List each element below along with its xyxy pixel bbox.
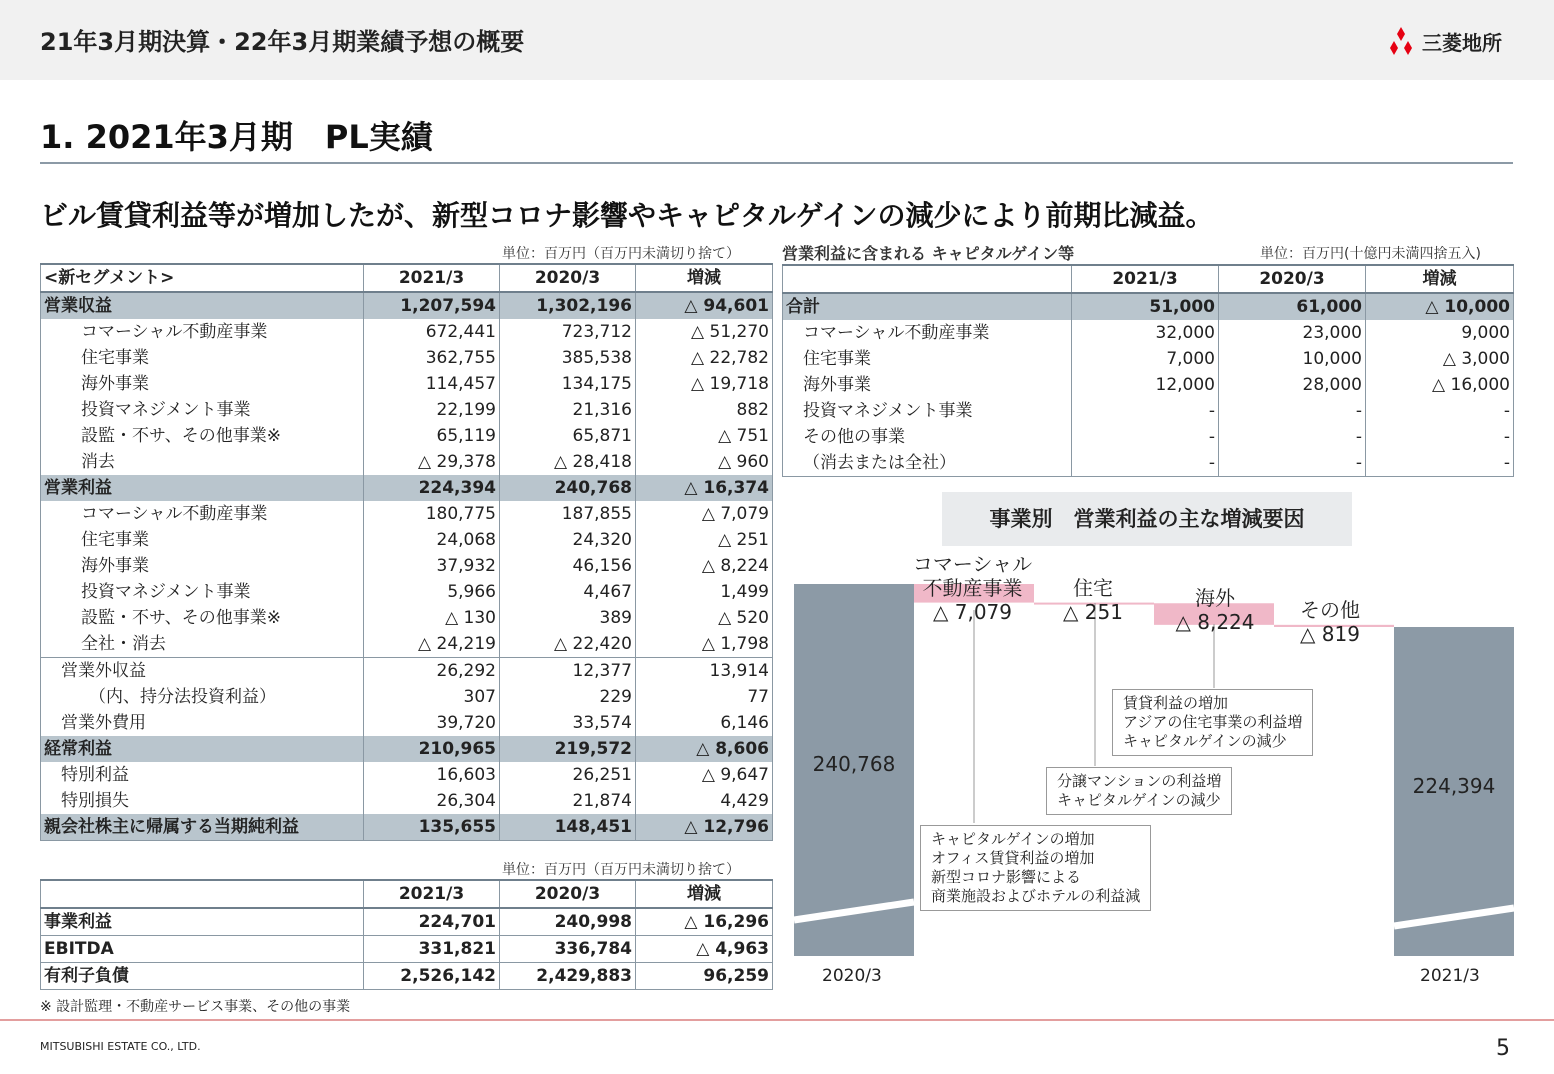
- row-label: 親会社株主に帰属する当期純利益: [41, 814, 364, 841]
- table-row: [41, 319, 773, 345]
- step-name: 住宅: [1073, 576, 1113, 600]
- start-value-label: [794, 752, 914, 776]
- step-name: 海外: [1195, 586, 1235, 610]
- cell-value: △ 22,782: [636, 345, 773, 371]
- company-logo: [1384, 26, 1502, 56]
- table-row: [41, 397, 773, 423]
- kpi-table: [40, 879, 773, 990]
- step-value: △ 251: [1063, 600, 1123, 624]
- note-line: アジアの住宅事業の利益増: [1123, 713, 1303, 731]
- cell-value: △ 1,798: [636, 631, 773, 658]
- cell-value: 12,000: [1072, 372, 1219, 398]
- cell-value: -: [1072, 398, 1219, 424]
- table-row-total: [41, 814, 773, 841]
- row-label: 住宅事業: [783, 346, 1072, 372]
- table-row: [41, 449, 773, 475]
- cell-value: △ 9,647: [636, 762, 773, 788]
- row-label: （消去または全社）: [783, 450, 1072, 477]
- note-line: 商業施設およびホテルの利益減: [931, 887, 1141, 905]
- section-divider: [40, 162, 1513, 164]
- row-label: 営業外費用: [41, 710, 364, 736]
- cell-value: 180,775: [364, 501, 500, 527]
- table-row: [783, 398, 1514, 424]
- cell-value: 61,000: [1219, 293, 1366, 320]
- cell-value: 77: [636, 684, 773, 710]
- footnote: ※ 設計監理・不動産サービス事業、その他の事業: [40, 999, 351, 1015]
- cell-value: 1,207,594: [364, 292, 500, 319]
- row-label: 特別利益: [41, 762, 364, 788]
- three-diamonds-icon: [1384, 27, 1418, 55]
- row-label: 経常利益: [41, 736, 364, 762]
- cell-value: 224,701: [364, 908, 500, 936]
- cell-value: 210,965: [364, 736, 500, 762]
- cell-value: 増減: [1366, 265, 1514, 293]
- cell-value: 2,526,142: [364, 963, 500, 990]
- cell-value: 65,871: [500, 423, 636, 449]
- note-line: キャピタルゲインの減少: [1057, 791, 1221, 809]
- table-row: [41, 345, 773, 371]
- cell-value: 33,574: [500, 710, 636, 736]
- cell-value: 26,292: [364, 658, 500, 685]
- note-box: [920, 825, 1151, 911]
- row-label: [41, 880, 364, 908]
- cell-value: △ 4,963: [636, 936, 773, 963]
- cell-value: 増減: [636, 264, 773, 292]
- table-row: [41, 605, 773, 631]
- note-line: キャピタルゲインの減少: [1123, 732, 1287, 750]
- row-label: 海外事業: [783, 372, 1072, 398]
- x-label: 2020/3: [822, 966, 882, 986]
- company-name: MITSUBISHI ESTATE CO., LTD.: [40, 1040, 201, 1053]
- start-value: 240,768: [812, 752, 896, 776]
- cell-value: 13,914: [636, 658, 773, 685]
- step-name: 不動産事業: [922, 576, 1023, 600]
- cell-value: 148,451: [500, 814, 636, 841]
- cell-value: -: [1219, 450, 1366, 477]
- row-label: 海外事業: [41, 553, 364, 579]
- table-row: [41, 963, 773, 990]
- table-header-row: [41, 264, 773, 292]
- cell-value: -: [1366, 398, 1514, 424]
- cell-value: -: [1072, 424, 1219, 450]
- cell-value: 65,119: [364, 423, 500, 449]
- row-label: EBITDA: [41, 936, 364, 963]
- table-row: [783, 450, 1514, 477]
- cell-value: 240,768: [500, 475, 636, 501]
- cell-value: 2021/3: [1072, 265, 1219, 293]
- table-row-total: [41, 475, 773, 501]
- cell-value: 23,000: [1219, 320, 1366, 346]
- cell-value: △ 7,079: [636, 501, 773, 527]
- note-line: 分譲マンションの利益増: [1057, 772, 1222, 790]
- table-row: [41, 788, 773, 814]
- table-row: [783, 320, 1514, 346]
- cell-value: △ 3,000: [1366, 346, 1514, 372]
- row-label: 投資マネジメント事業: [41, 397, 364, 423]
- row-label: 営業収益: [41, 292, 364, 319]
- cell-value: 6,146: [636, 710, 773, 736]
- logo-text: 三菱地所: [1422, 30, 1502, 55]
- cell-value: △ 16,374: [636, 475, 773, 501]
- row-label: [783, 265, 1072, 293]
- cell-value: 2021/3: [364, 880, 500, 908]
- note-box: [1112, 689, 1313, 756]
- cell-value: -: [1366, 450, 1514, 477]
- cell-value: 10,000: [1219, 346, 1366, 372]
- cell-value: 5,966: [364, 579, 500, 605]
- kpi-unit-note: 単位：百万円（百万円未満切り捨て）: [502, 862, 740, 878]
- step-value: △ 819: [1300, 622, 1360, 646]
- cell-value: △ 751: [636, 423, 773, 449]
- table-row: [41, 553, 773, 579]
- row-label: 消去: [41, 449, 364, 475]
- cell-value: 389: [500, 605, 636, 631]
- cell-value: 26,251: [500, 762, 636, 788]
- cell-value: 37,932: [364, 553, 500, 579]
- table-row: [783, 424, 1514, 450]
- table-row: [41, 371, 773, 397]
- end-value-label: [1394, 774, 1514, 798]
- cg-table-title: 営業利益に含まれる キャピタルゲイン等: [782, 244, 1075, 263]
- cell-value: 240,998: [500, 908, 636, 936]
- end-value: 224,394: [1412, 774, 1496, 798]
- cell-value: 増減: [636, 880, 773, 908]
- cell-value: △ 94,601: [636, 292, 773, 319]
- cell-value: 187,855: [500, 501, 636, 527]
- cell-value: 4,429: [636, 788, 773, 814]
- x-axis-label-end: [1420, 966, 1480, 986]
- cell-value: △ 8,224: [636, 553, 773, 579]
- cell-value: 2020/3: [1219, 265, 1366, 293]
- step-name: その他: [1300, 598, 1360, 622]
- table-row: [41, 710, 773, 736]
- cell-value: 2020/3: [500, 264, 636, 292]
- note-line: オフィス賃貸利益の増加: [931, 849, 1095, 867]
- cell-value: 9,000: [1366, 320, 1514, 346]
- row-label: 全社・消去: [41, 631, 364, 658]
- cell-value: 39,720: [364, 710, 500, 736]
- cell-value: -: [1366, 424, 1514, 450]
- table-row: [783, 346, 1514, 372]
- step-value: △ 8,224: [1175, 610, 1255, 634]
- table-header-row: [783, 265, 1514, 293]
- row-label: 合計: [783, 293, 1072, 320]
- pl-unit-note: 単位：百万円（百万円未満切り捨て）: [502, 246, 740, 262]
- cell-value: △ 8,606: [636, 736, 773, 762]
- cell-value: 229: [500, 684, 636, 710]
- cell-value: △ 24,219: [364, 631, 500, 658]
- step-name: コマーシャル: [912, 552, 1033, 576]
- cell-value: 2020/3: [500, 880, 636, 908]
- cell-value: 114,457: [364, 371, 500, 397]
- cell-value: 12,377: [500, 658, 636, 685]
- step-label: [1053, 576, 1133, 624]
- cell-value: 135,655: [364, 814, 500, 841]
- table-header-row: [41, 880, 773, 908]
- cell-value: △ 12,796: [636, 814, 773, 841]
- cell-value: 21,874: [500, 788, 636, 814]
- cell-value: 2,429,883: [500, 963, 636, 990]
- cell-value: 7,000: [1072, 346, 1219, 372]
- table-row: [41, 762, 773, 788]
- table-row: [41, 936, 773, 963]
- page-number: 5: [1496, 1036, 1510, 1061]
- cell-value: 723,712: [500, 319, 636, 345]
- cell-value: 51,000: [1072, 293, 1219, 320]
- row-label: 投資マネジメント事業: [41, 579, 364, 605]
- table-row: [41, 501, 773, 527]
- section-title: 1. 2021年3月期 PL実績: [40, 118, 433, 156]
- row-label: 有利子負債: [41, 963, 364, 990]
- cell-value: △ 19,718: [636, 371, 773, 397]
- row-label: コマーシャル不動産事業: [41, 501, 364, 527]
- row-label: <新セグメント>: [41, 264, 364, 292]
- cell-value: △ 29,378: [364, 449, 500, 475]
- cell-value: 21,316: [500, 397, 636, 423]
- cell-value: 385,538: [500, 345, 636, 371]
- table-row-total: [41, 292, 773, 319]
- row-label: 住宅事業: [41, 345, 364, 371]
- table-row: [41, 658, 773, 685]
- row-label: 事業利益: [41, 908, 364, 936]
- cell-value: △ 51,270: [636, 319, 773, 345]
- row-label: 海外事業: [41, 371, 364, 397]
- cell-value: 672,441: [364, 319, 500, 345]
- table-row: [41, 527, 773, 553]
- cell-value: △ 520: [636, 605, 773, 631]
- row-label: 設監・不サ、その他事業※: [41, 605, 364, 631]
- cell-value: 331,821: [364, 936, 500, 963]
- cell-value: 26,304: [364, 788, 500, 814]
- cell-value: 134,175: [500, 371, 636, 397]
- cell-value: 1,302,196: [500, 292, 636, 319]
- cell-value: △ 16,296: [636, 908, 773, 936]
- step-label: [1290, 598, 1370, 646]
- cell-value: -: [1219, 424, 1366, 450]
- headline: ビル賃貸利益等が増加したが、新型コロナ影響やキャピタルゲインの減少により前期比減益。: [40, 199, 1214, 232]
- cell-value: 32,000: [1072, 320, 1219, 346]
- x-label: 2021/3: [1420, 966, 1480, 986]
- row-label: コマーシャル不動産事業: [783, 320, 1072, 346]
- cell-value: 24,320: [500, 527, 636, 553]
- note-line: キャピタルゲインの増加: [931, 830, 1095, 848]
- cell-value: 1,499: [636, 579, 773, 605]
- cell-value: 28,000: [1219, 372, 1366, 398]
- cg-unit-note: 単位：百万円(十億円未満四捨五入): [1260, 246, 1481, 262]
- row-label: 設監・不サ、その他事業※: [41, 423, 364, 449]
- row-label: その他の事業: [783, 424, 1072, 450]
- table-row-total: [41, 736, 773, 762]
- cell-value: △ 10,000: [1366, 293, 1514, 320]
- step-value: △ 7,079: [933, 600, 1012, 624]
- row-label: 特別損失: [41, 788, 364, 814]
- note-line: 賃貸利益の増加: [1123, 694, 1229, 712]
- cell-value: △ 130: [364, 605, 500, 631]
- cell-value: 307: [364, 684, 500, 710]
- cell-value: 2021/3: [364, 264, 500, 292]
- table-row-total: [783, 293, 1514, 320]
- cell-value: △ 960: [636, 449, 773, 475]
- cell-value: 46,156: [500, 553, 636, 579]
- cell-value: △ 16,000: [1366, 372, 1514, 398]
- row-label: （内、持分法投資利益）: [41, 684, 364, 710]
- cell-value: △ 22,420: [500, 631, 636, 658]
- table-row: [41, 631, 773, 658]
- cell-value: △ 28,418: [500, 449, 636, 475]
- note-box: [1046, 767, 1232, 815]
- note-line: 新型コロナ影響による: [931, 868, 1082, 886]
- row-label: 投資マネジメント事業: [783, 398, 1072, 424]
- capital-gain-table: [782, 264, 1514, 477]
- cell-value: 96,259: [636, 963, 773, 990]
- table-row: [41, 908, 773, 936]
- cell-value: 882: [636, 397, 773, 423]
- cell-value: 16,603: [364, 762, 500, 788]
- step-label: [900, 552, 1045, 624]
- table-row: [41, 684, 773, 710]
- cell-value: 362,755: [364, 345, 500, 371]
- step-label: [1160, 586, 1270, 634]
- row-label: 営業利益: [41, 475, 364, 501]
- cell-value: -: [1219, 398, 1366, 424]
- cell-value: 22,199: [364, 397, 500, 423]
- cell-value: -: [1072, 450, 1219, 477]
- header-title: 21年3月期決算・22年3月期業績予想の概要: [40, 28, 525, 56]
- cell-value: 336,784: [500, 936, 636, 963]
- chart-title: 事業別 営業利益の主な増減要因: [942, 492, 1352, 546]
- table-row: [783, 372, 1514, 398]
- pl-results-table: [40, 263, 773, 841]
- footer-divider: [0, 1019, 1554, 1021]
- row-label: コマーシャル不動産事業: [41, 319, 364, 345]
- row-label: 住宅事業: [41, 527, 364, 553]
- cell-value: 24,068: [364, 527, 500, 553]
- cell-value: 224,394: [364, 475, 500, 501]
- table-row: [41, 579, 773, 605]
- table-row: [41, 423, 773, 449]
- cell-value: 4,467: [500, 579, 636, 605]
- cell-value: 219,572: [500, 736, 636, 762]
- header-bar: [0, 0, 1554, 80]
- cell-value: △ 251: [636, 527, 773, 553]
- row-label: 営業外収益: [41, 658, 364, 685]
- x-axis-label-start: [822, 966, 882, 986]
